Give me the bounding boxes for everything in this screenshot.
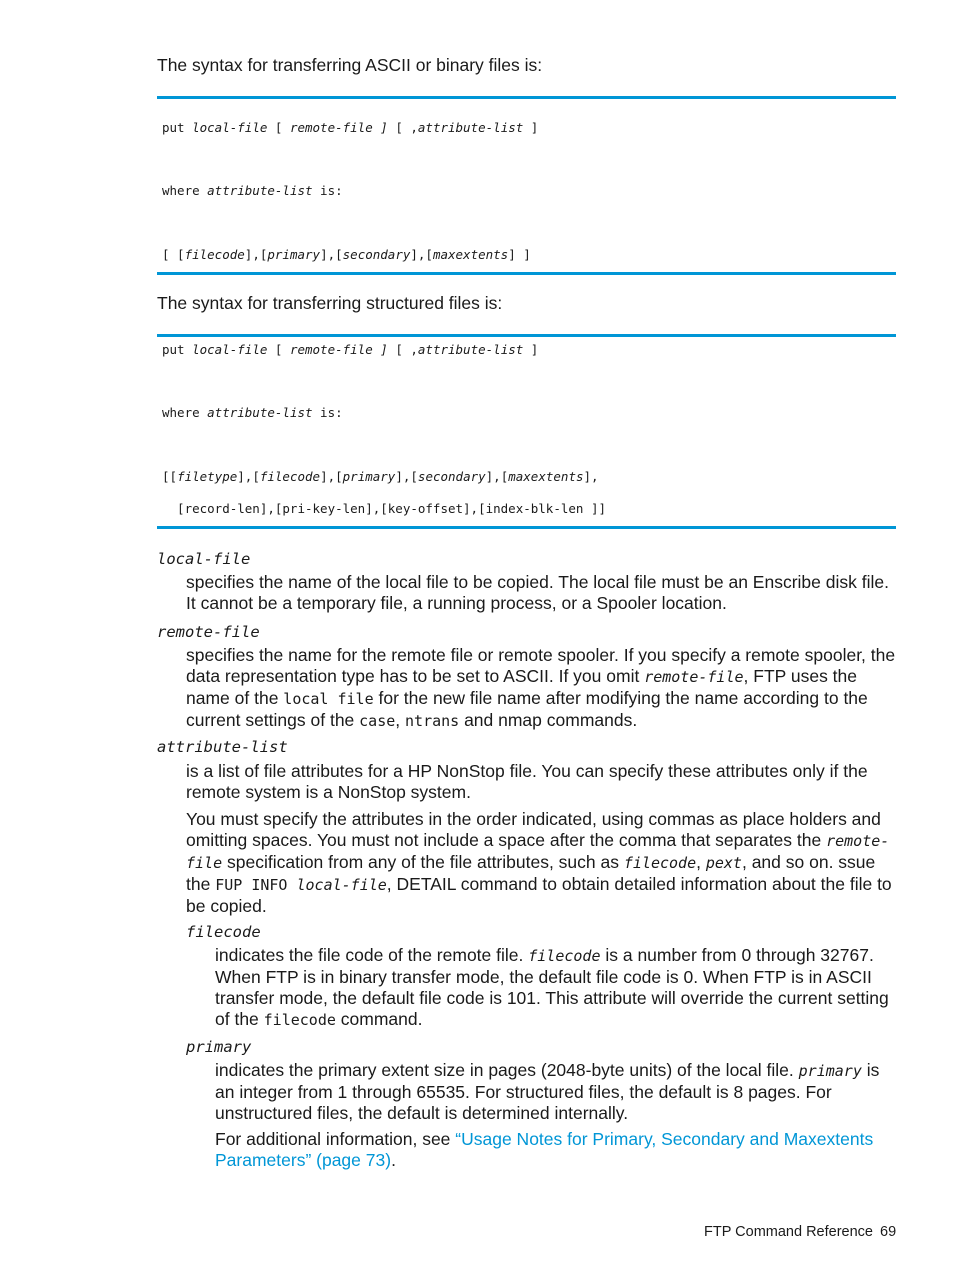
code-param: secondary [417, 469, 486, 484]
code-text: ] ] [508, 247, 531, 262]
code-param: maxextents [432, 247, 509, 262]
code-text: ],[ [410, 247, 433, 262]
desc-text: , [696, 852, 706, 872]
code-text: ],[ [395, 469, 418, 484]
code-text: ],[ [244, 247, 268, 262]
ascii-syntax-line-3 [162, 247, 531, 263]
code-param: filecode [259, 469, 321, 484]
code-text: put [162, 342, 193, 357]
desc-text: is a number from 0 through 32767. When FTP is in binary transfer mode, the default file code is 0. When FTP is in ASCII transfer mode, the default file code is 101. This attribute will override the current setting of the [215, 945, 889, 1029]
code-text: ] [523, 342, 539, 357]
ascii-syntax-line-2 [162, 183, 343, 199]
code-param: attribute-list [417, 342, 524, 357]
code-param: secondary [342, 247, 411, 262]
code-text: [ [267, 342, 290, 357]
primary-description [215, 1060, 898, 1124]
term-remote-file: remote-file [157, 623, 260, 641]
code-text: [ [ [162, 247, 185, 262]
code-text: ],[ [320, 469, 343, 484]
code-param: attribute-list [207, 183, 313, 198]
code-block-top-rule [157, 96, 896, 99]
code-block-bottom-rule [157, 272, 896, 275]
local-file-description: specifies the name of the local file to be copied. The local file must be an Enscribe disk file. It cannot be a temporary file, a running process, or a Spooler location. [186, 572, 889, 613]
desc-text: is an integer from 1 through 65535. For structured files, the default is 8 pages. For unstructured files, the default is determined internally. [215, 1060, 880, 1123]
inline-code: case [359, 712, 396, 730]
desc-text: For additional information, see [215, 1129, 456, 1149]
code-param: primary [267, 247, 321, 262]
usage-notes-link[interactable]: “Usage Notes for Primary, Secondary and Maxextents Parameters” (page 73) [215, 1129, 874, 1170]
term-filecode: filecode [186, 923, 261, 941]
desc-text: . [391, 1150, 396, 1170]
inline-code: remote-file [644, 668, 744, 686]
attribute-list-description: is a list of file attributes for a HP NonStop file. You can specify these attributes only if the remote system is a NonStop system. [186, 761, 868, 802]
code-block-top-rule [157, 334, 896, 337]
inline-code: local-file [296, 876, 387, 894]
footer-page-number: 69 [880, 1224, 897, 1240]
inline-code: filecode [623, 854, 697, 872]
code-text: ],[ [320, 247, 343, 262]
code-param: filecode [184, 247, 245, 262]
term-attribute-list: attribute-list [157, 738, 288, 756]
code-param: primary [342, 469, 396, 484]
structured-syntax-line-2 [162, 405, 343, 421]
inline-code: filecode [528, 947, 601, 965]
desc-text: , FTP uses the name of the [186, 666, 858, 708]
code-text: [ [267, 120, 290, 135]
code-param: filetype [177, 469, 238, 484]
code-text: put [162, 120, 193, 135]
desc-text: specifies the name for the remote file or remote spooler. If you specify a remote spooler, the data representation type has to be set to ASCII. If you omit [186, 645, 896, 686]
desc-text: , and so on. ssue the [186, 852, 876, 894]
ascii-syntax-line-1 [162, 120, 538, 136]
code-param: attribute-list [207, 405, 313, 420]
inline-code: ntrans [405, 712, 460, 730]
desc-text: specification from any of the file attributes, such as [222, 852, 624, 872]
code-text: where [162, 183, 208, 198]
inline-code: FUP INFO [215, 876, 297, 894]
desc-text: , DETAIL command to obtain detailed information about the file to be copied. [186, 874, 892, 916]
code-text: ], [583, 469, 599, 484]
footer-section-title: FTP Command Reference [704, 1224, 873, 1240]
inline-code: pext [705, 854, 742, 872]
desc-text: and nmap commands. [459, 710, 638, 730]
desc-text: indicates the primary extent size in pages (2048-byte units) of the local file. [215, 1060, 799, 1080]
filecode-description [215, 945, 898, 1031]
desc-text: You must specify the attributes in the order indicated, using commas as place holders and omitting spaces. You must not include a space after the comma that separates the [186, 809, 881, 850]
inline-code: remote-file [186, 832, 890, 872]
inline-code: primary [798, 1062, 862, 1080]
code-text: [[ [162, 469, 178, 484]
code-text: where [162, 405, 208, 420]
term-local-file: local-file [157, 550, 251, 568]
code-param: attribute-list [417, 120, 524, 135]
remote-file-description [186, 645, 898, 732]
structured-syntax-line-3 [162, 469, 599, 485]
code-text: [ , [387, 342, 418, 357]
code-text: is: [312, 405, 343, 420]
code-param: local-file [192, 120, 268, 135]
structured-syntax-line-1 [162, 342, 538, 358]
code-block-bottom-rule [157, 526, 896, 529]
primary-additional-info [215, 1129, 898, 1171]
code-text: is: [312, 183, 343, 198]
code-text: ],[ [237, 469, 260, 484]
code-param: local-file [192, 342, 268, 357]
code-text: [ , [387, 120, 418, 135]
code-text: ] [523, 120, 539, 135]
inline-code: filecode [263, 1011, 336, 1029]
desc-text: indicates the file code of the remote file. [215, 945, 529, 965]
code-param: remote-file ] [289, 342, 388, 357]
code-param: maxextents [508, 469, 584, 484]
inline-code: local file [283, 690, 374, 708]
desc-text: command. [335, 1009, 423, 1029]
desc-text: , [395, 710, 406, 730]
desc-text: for the new file name after modifying the name according to the current settings of the [186, 688, 868, 730]
term-primary: primary [186, 1038, 252, 1056]
intro-structured-text: The syntax for transferring structured files is: [157, 293, 503, 313]
attribute-list-usage [186, 809, 898, 917]
structured-syntax-line-4: [record-len],[pri-key-len],[key-offset],[index-blk-len ]] [162, 501, 607, 516]
intro-ascii-text: The syntax for transferring ASCII or binary files is: [157, 55, 543, 75]
code-text: ],[ [485, 469, 509, 484]
code-param: remote-file ] [289, 120, 388, 135]
